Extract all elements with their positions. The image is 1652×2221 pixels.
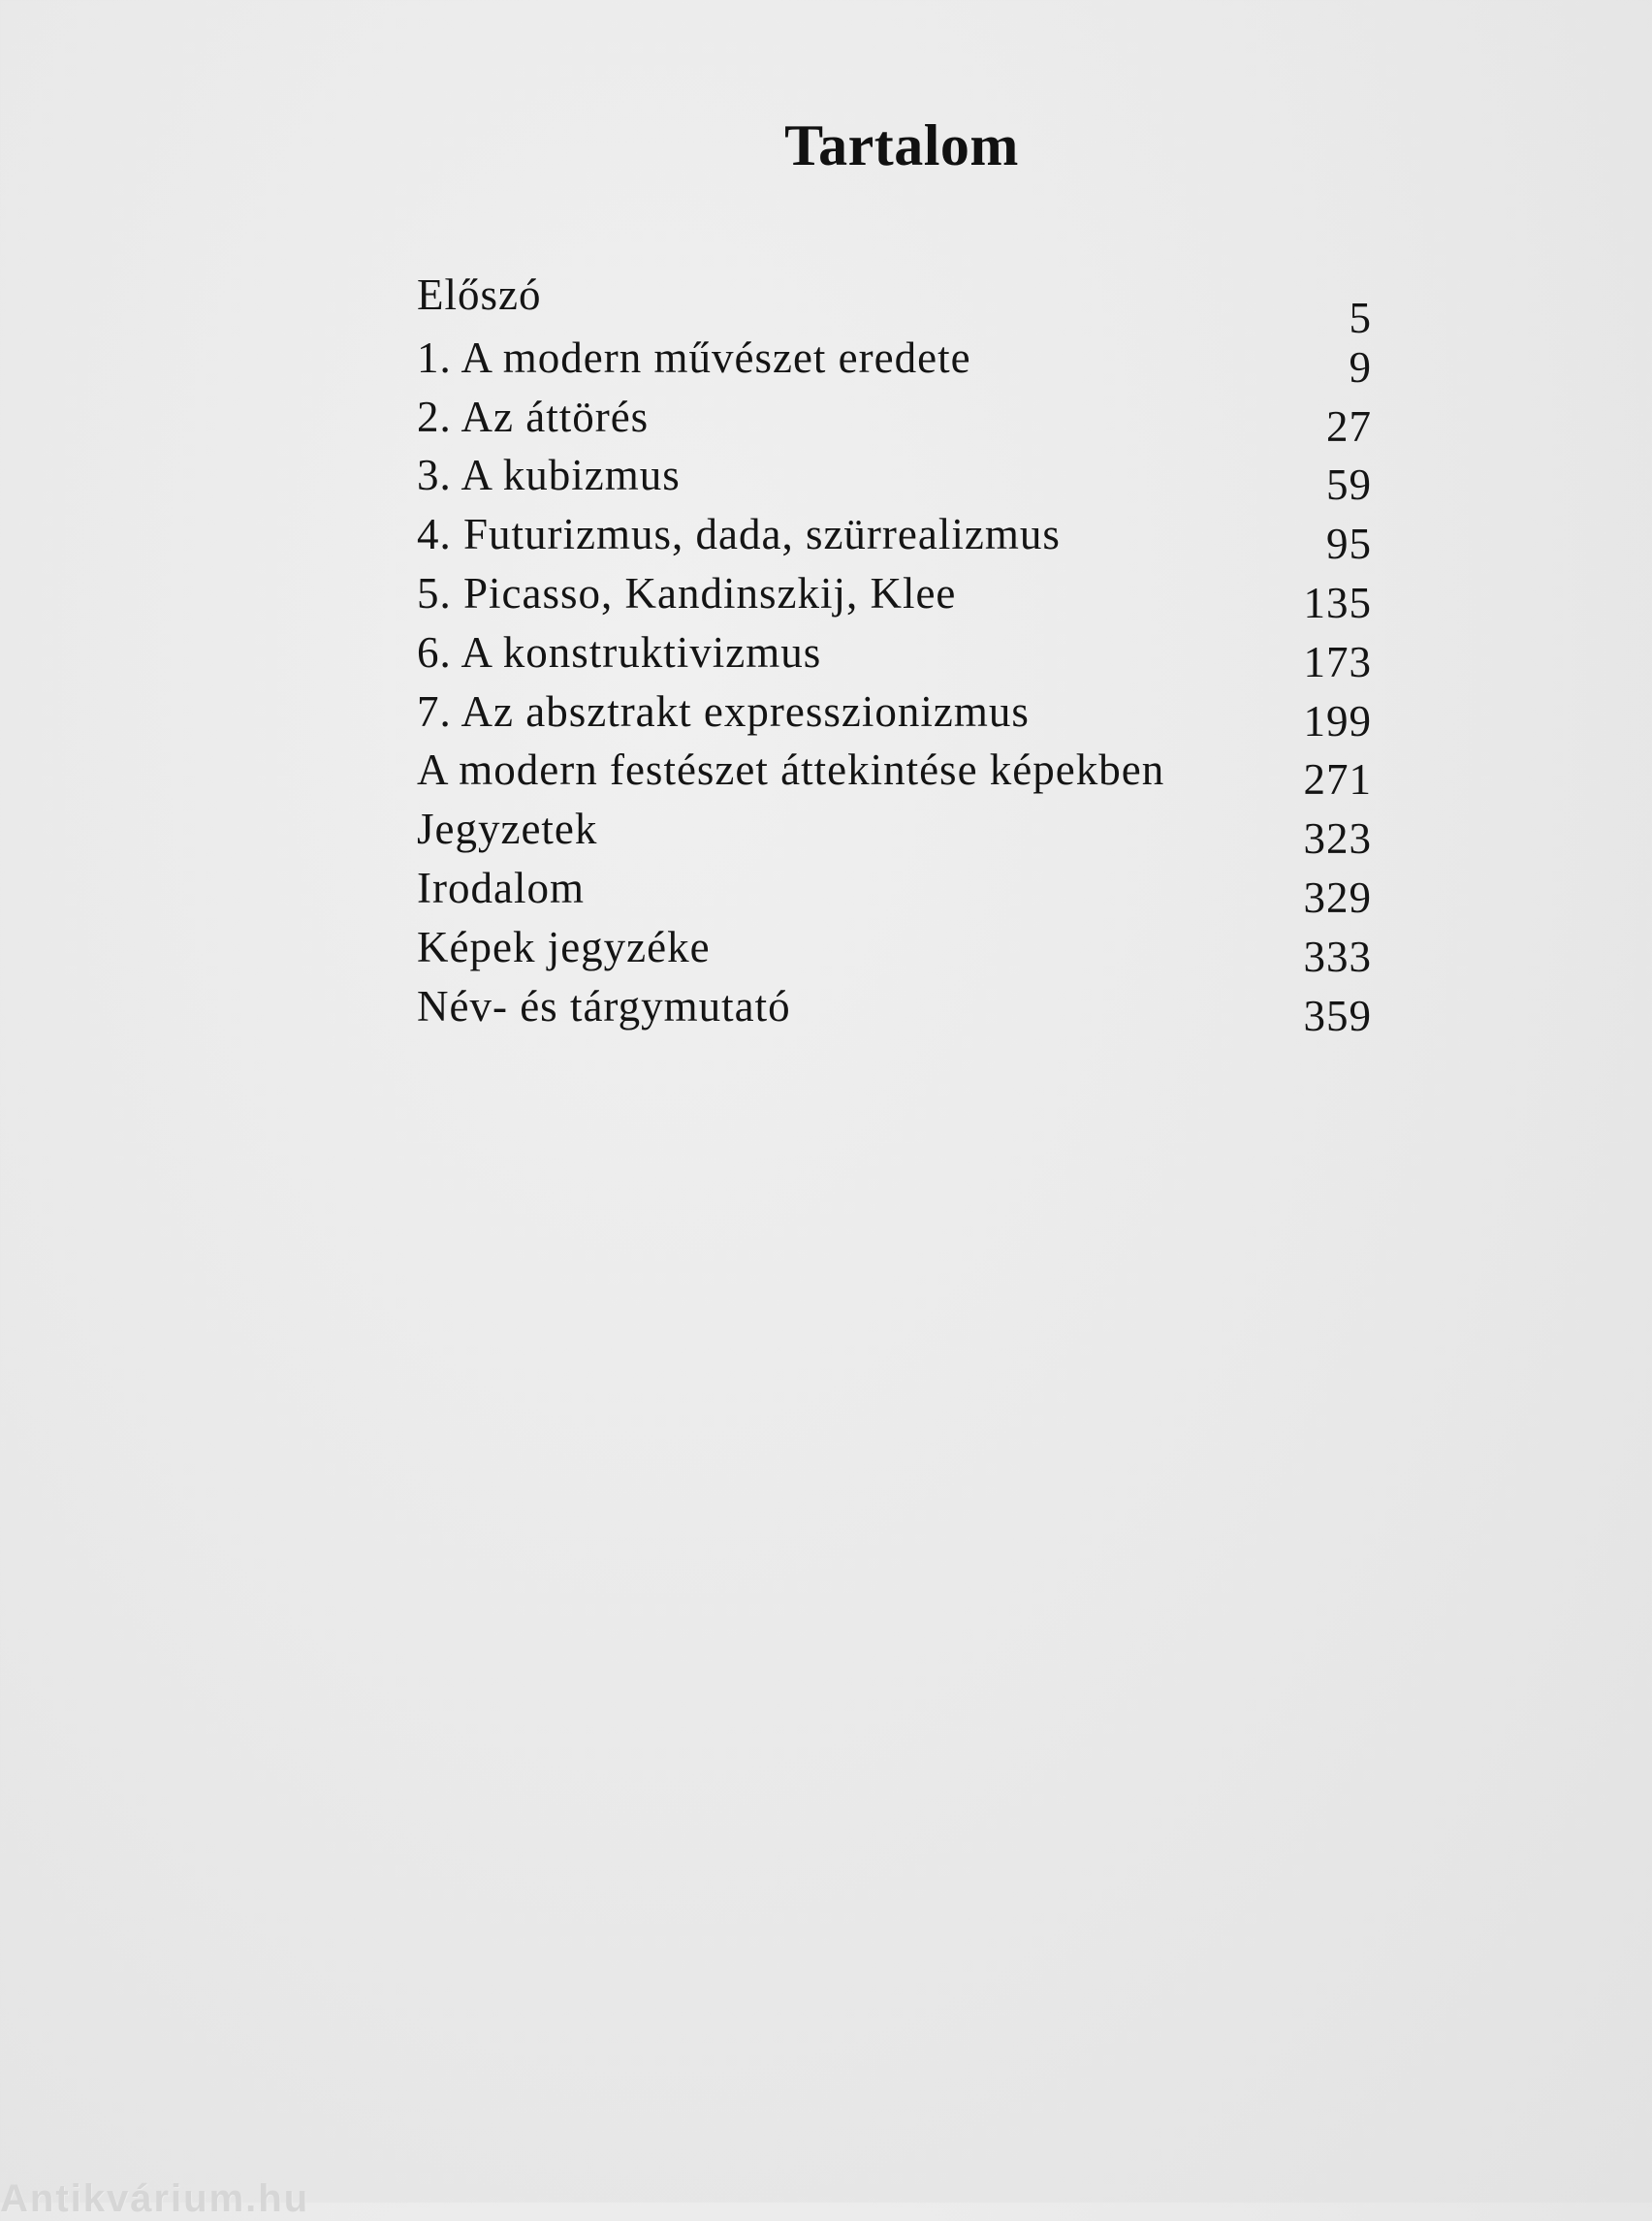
toc-entry-title: 3. A kubizmus: [417, 451, 681, 500]
toc-entry-title: Jegyzetek: [417, 805, 598, 854]
toc-entry-title: 4. Futurizmus, dada, szürrealizmus: [417, 510, 1061, 559]
toc-entry: [417, 446, 1372, 510]
toc-entry-page-number: 95: [1326, 520, 1372, 569]
toc-entry-page-number: 359: [1303, 991, 1372, 1040]
toc-entry-title: Előszó: [417, 270, 542, 319]
toc-entry-page-number: 323: [1303, 814, 1372, 864]
page-title: Tartalom: [784, 113, 1019, 178]
watermark: Antikvárium.hu: [0, 2177, 310, 2220]
toc-entry: [417, 623, 1372, 686]
toc-entry: [417, 505, 1372, 569]
toc-entry: [417, 388, 1372, 451]
toc-entry-title: Név- és tárgymutató: [417, 981, 791, 1031]
toc-entry-title: Irodalom: [417, 863, 585, 912]
toc-entry-page-number: 27: [1326, 401, 1372, 451]
toc-entry: [417, 800, 1372, 864]
toc-entry-title: 1. A modern művészet eredete: [417, 333, 971, 382]
table-of-contents: [417, 270, 1372, 1040]
toc-entry: [417, 977, 1372, 1040]
toc-entry-page-number: 9: [1349, 342, 1372, 392]
toc-entry-page-number: 271: [1303, 755, 1372, 805]
toc-entry-page-number: 173: [1303, 637, 1372, 686]
toc-entry: [417, 918, 1372, 981]
toc-entry: [417, 859, 1372, 922]
toc-entry-page-number: 329: [1303, 873, 1372, 922]
toc-entry-page-number: 5: [1349, 294, 1372, 342]
toc-entry: [417, 741, 1372, 805]
toc-entry: [417, 682, 1372, 746]
toc-entry: [417, 270, 1372, 342]
toc-entry: [417, 329, 1372, 392]
toc-entry-title: 7. Az absztrakt expresszionizmus: [417, 686, 1030, 736]
toc-entry-page-number: 59: [1326, 460, 1372, 510]
toc-entry-title: 6. A konstruktivizmus: [417, 627, 822, 677]
toc-entry: [417, 564, 1372, 627]
toc-entry-title: 2. Az áttörés: [417, 392, 650, 441]
toc-entry-page-number: 333: [1303, 932, 1372, 981]
toc-entry-title: Képek jegyzéke: [417, 922, 711, 971]
toc-entry-page-number: 199: [1303, 696, 1372, 746]
toc-entry-title: 5. Picasso, Kandinszkij, Klee: [417, 568, 957, 618]
toc-entry-page-number: 135: [1303, 578, 1372, 627]
toc-entry-title: A modern festészet áttekintése képekben: [417, 746, 1165, 795]
